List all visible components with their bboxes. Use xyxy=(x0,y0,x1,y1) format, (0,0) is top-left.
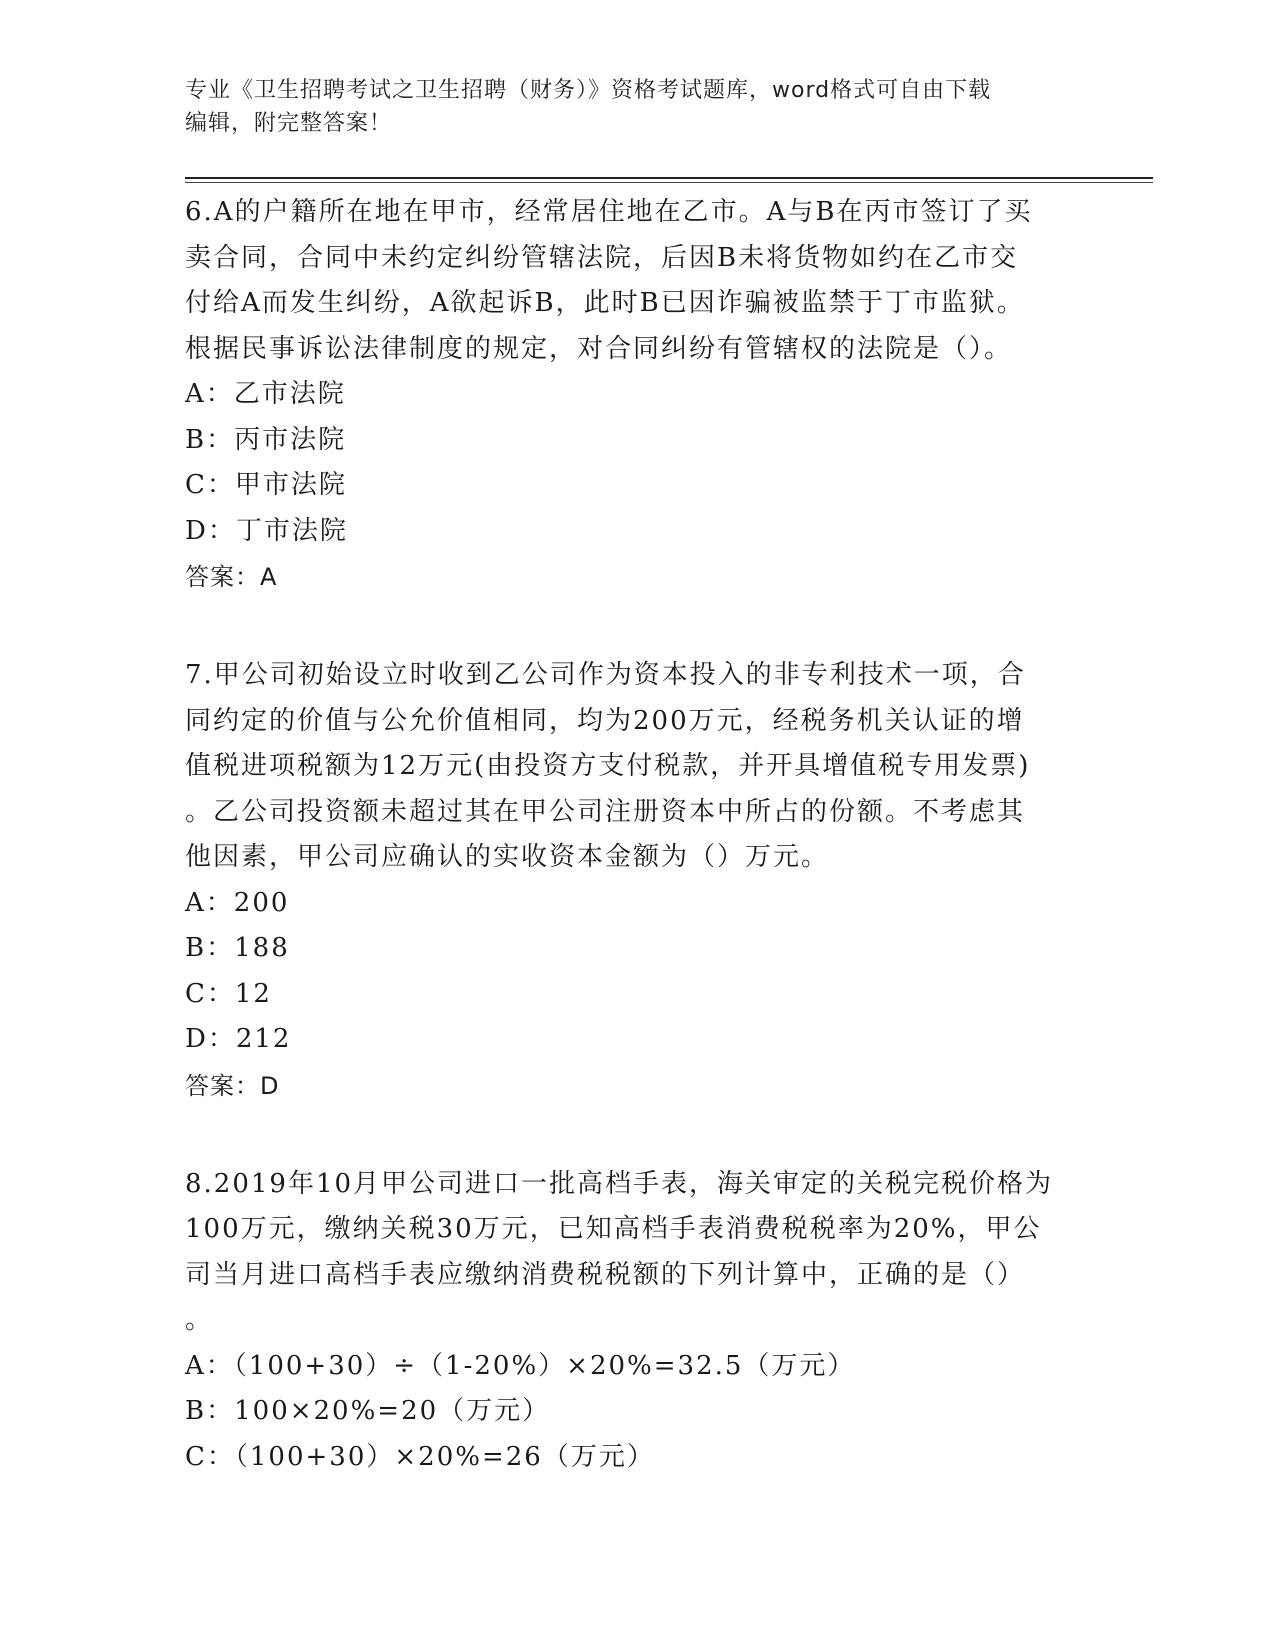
option-c: C：12 xyxy=(185,978,272,1009)
option-a: A：200 xyxy=(185,887,290,918)
question-8 xyxy=(185,1162,1075,1481)
question-6 xyxy=(185,190,1075,600)
header-line-2: 编辑，附完整答案！ xyxy=(185,111,393,136)
stem-line: 100万元，缴纳关税30万元，已知高档手表消费税税率为20%，甲公 xyxy=(185,1214,1042,1244)
answer-line: 答案：D xyxy=(185,1071,280,1100)
option-c: C：甲市法院 xyxy=(185,470,347,500)
header-divider-thin xyxy=(185,182,1153,183)
option-d: D：212 xyxy=(185,1024,292,1054)
stem-line: 司当月进口高档手表应缴纳消费税税额的下列计算中，正确的是（） xyxy=(185,1259,1026,1290)
question-7 xyxy=(185,653,1075,1109)
stem-line: 他因素，甲公司应确认的实收资本金额为（）万元。 xyxy=(185,842,830,872)
stem-line: 6.A的户籍所在地在甲市，经常居住地在乙市。A与B在丙市签订了买 xyxy=(185,197,1033,227)
question-stem xyxy=(185,190,1075,372)
option-a: A：（100+30）÷（1-20%）×20%=32.5（万元） xyxy=(185,1350,856,1381)
stem-line: 卖合同，合同中未约定纠纷管辖法院，后因B未将货物如约在乙市交 xyxy=(185,242,1019,273)
stem-line: 8.2019年10月甲公司进口一批高档手表，海关审定的关税完税价格为 xyxy=(185,1168,1054,1199)
stem-line: 根据民事诉讼法律制度的规定，对合同纠纷有管辖权的法院是（）。 xyxy=(185,333,1013,364)
header-divider-thick xyxy=(185,177,1153,179)
option-b: B：188 xyxy=(185,933,290,963)
option-d: D：丁市法院 xyxy=(185,515,348,546)
stem-line: 。 xyxy=(185,1305,214,1335)
question-stem xyxy=(185,1162,1075,1344)
stem-line: 值税进项税额为12万元(由投资方支付税款，并开具增值税专用发票) xyxy=(185,751,1031,781)
document-header xyxy=(185,74,1085,140)
option-b: B：丙市法院 xyxy=(185,424,347,455)
stem-line: 同约定的价值与公允价值相同，均为200万元，经税务机关认证的增 xyxy=(185,705,1025,736)
answer-line: 答案：A xyxy=(185,563,278,591)
stem-line: 7.甲公司初始设立时收到乙公司作为资本投入的非专利技术一项，合 xyxy=(185,660,1026,690)
question-list xyxy=(185,190,1075,1533)
stem-line: 。乙公司投资额未超过其在甲公司注册资本中所占的份额。不考虑其 xyxy=(185,796,1026,827)
option-b: B：100×20%=20（万元） xyxy=(185,1396,551,1426)
option-a: A：乙市法院 xyxy=(185,379,346,409)
option-c: C：（100+30）×20%=26（万元） xyxy=(185,1441,655,1472)
question-stem xyxy=(185,653,1075,881)
stem-line: 付给A而发生纠纷，A欲起诉B，此时B已因诈骗被监禁于丁市监狱。 xyxy=(185,288,1025,318)
header-line-1: 专业《卫生招聘考试之卫生招聘（财务）》资格考试题库，word格式可自由下载 xyxy=(185,78,992,103)
